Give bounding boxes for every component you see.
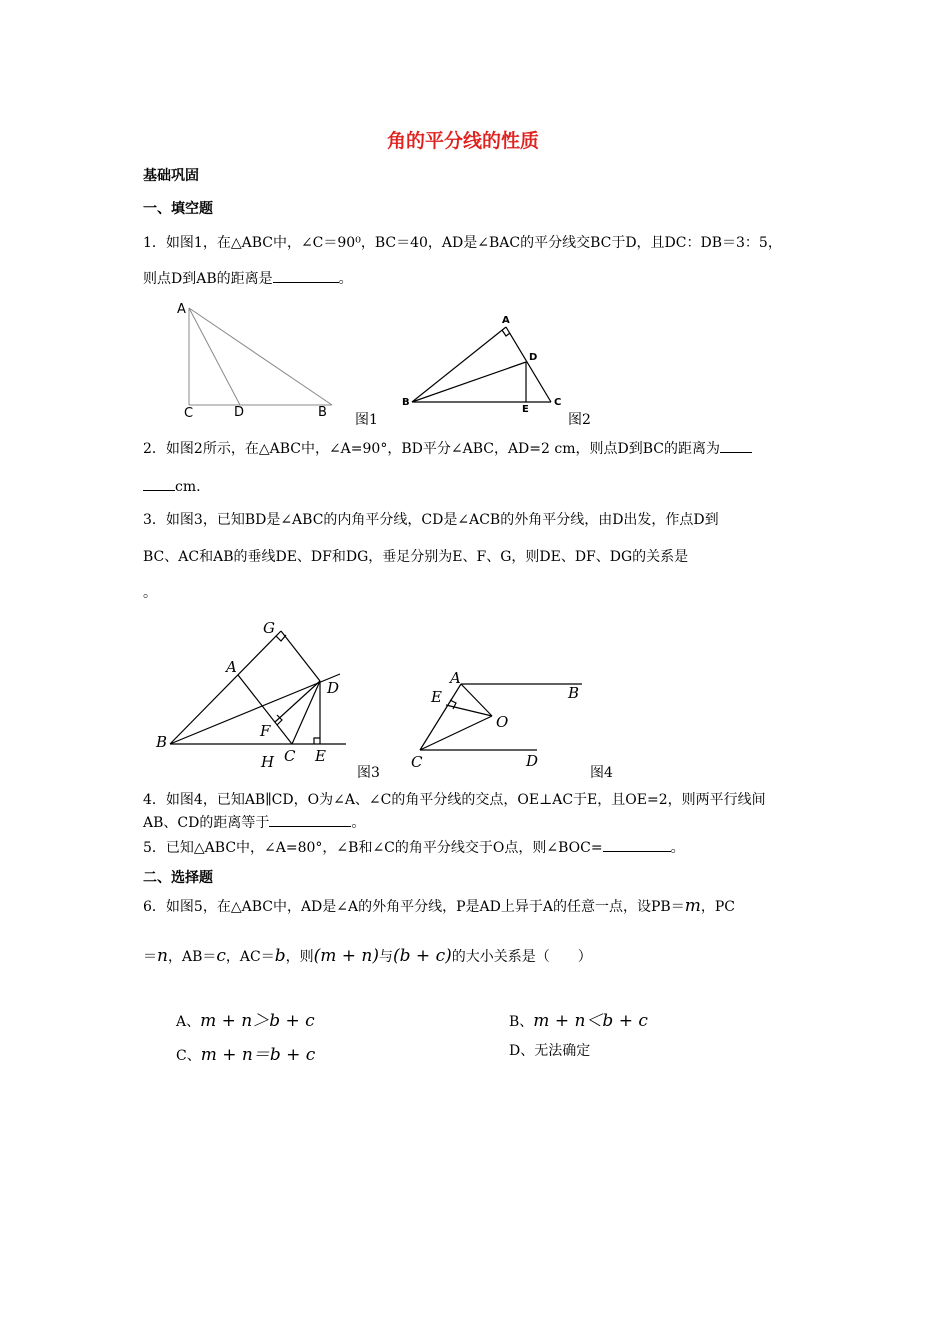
- question-4-line-2: [143, 812, 365, 832]
- fig3-label-c: C: [284, 747, 296, 765]
- answer-blank-1[interactable]: [273, 268, 339, 283]
- var-b: b: [274, 946, 286, 966]
- fig2-label-a: A: [502, 315, 510, 326]
- q6-yu: 与: [379, 949, 393, 965]
- fig3-right-angle-g: [276, 635, 286, 641]
- option-c-label: C、: [176, 1048, 201, 1064]
- fig2-label-b: B: [402, 397, 410, 408]
- fig4-line-oe: [446, 705, 492, 716]
- answer-blank-2b[interactable]: [143, 476, 175, 491]
- section-fill-blank: 一、填空题: [143, 201, 213, 217]
- fig2-label-d: D: [529, 352, 538, 363]
- figure-1: [170, 298, 370, 428]
- q6-eq: ＝: [143, 949, 157, 965]
- option-d-label: D、: [509, 1043, 535, 1059]
- question-1-prompt: 则点D到AB的距离是: [143, 271, 273, 287]
- option-a-expr: m + n＞b + c: [200, 1011, 315, 1031]
- fig3-label-g: G: [263, 619, 275, 637]
- fig3-label-b: B: [156, 733, 168, 751]
- section-basic: 基础巩固: [143, 168, 199, 184]
- fig2-label-e: E: [522, 404, 529, 415]
- figure-2-caption: 图2: [568, 412, 591, 428]
- question-4-end: 。: [351, 815, 366, 831]
- fig3-label-f: F: [260, 722, 271, 740]
- fig2-line-bd: [412, 362, 526, 402]
- fig3-label-a: A: [226, 658, 237, 676]
- question-4-prompt: AB、CD的距离等于: [143, 815, 270, 831]
- question-4-line-1: 4．如图4，已知AB∥CD，O为∠A、∠C的角平分线的交点，OE⊥AC于E，且OE=2，则两平行线间: [143, 792, 766, 808]
- question-3-line-3: 。: [143, 585, 157, 601]
- fig4-label-e: E: [431, 688, 442, 706]
- question-2-line-1: [143, 438, 752, 458]
- fig1-label-c: C: [184, 406, 194, 421]
- fig4-line-ao: [461, 684, 492, 716]
- question-3-line-1: 3．如图3，已知BD是∠ABC的内角平分线，CD是∠ACB的外角平分线，由D出发，作点D到: [143, 512, 719, 528]
- expr-b-plus-c: (b + c): [393, 946, 452, 966]
- question-2-line-2: [143, 476, 201, 495]
- option-d[interactable]: [509, 1040, 590, 1060]
- question-6-line-1: [143, 896, 735, 916]
- fig3-label-h: H: [261, 753, 275, 771]
- fig1-label-a: A: [177, 302, 186, 317]
- q6-tail: 的大小关系是（ ）: [451, 949, 592, 965]
- question-1-end: 。: [338, 271, 353, 287]
- fig2-line-ac: [506, 327, 551, 402]
- expr-m-plus-n: (m + n): [313, 946, 379, 966]
- option-c-expr: m + n＝b + c: [200, 1045, 316, 1065]
- q6-ac: ，AC＝: [225, 949, 275, 965]
- figure-3-caption: 图3: [357, 765, 380, 781]
- fig3-label-d: D: [327, 679, 340, 697]
- page-title: 角的平分线的性质: [387, 130, 540, 152]
- question-5-end: 。: [670, 840, 685, 856]
- option-a-label: A、: [176, 1014, 201, 1030]
- figure-1-caption: 图1: [355, 412, 378, 428]
- figure-3: [150, 616, 355, 771]
- fig3-line-dg: [281, 631, 320, 681]
- option-b[interactable]: [509, 1006, 648, 1031]
- fig2-line-ab: [412, 327, 506, 402]
- fig4-label-o: O: [496, 713, 509, 731]
- fig3-label-e: E: [315, 747, 326, 765]
- option-b-expr: m + n＜b + c: [533, 1011, 648, 1031]
- question-3-line-2: BC、AC和AB的垂线DE、DF和DG，垂足分别为E、F、G，则DE、DF、DG的关系是: [143, 549, 689, 565]
- fig1-label-d: D: [234, 405, 245, 420]
- fig3-line-df: [275, 681, 320, 722]
- question-6-text: 6．如图5，在△ABC中，AD是∠A的外角平分线，P是AD上异于A的任意一点，设PB＝: [143, 899, 685, 915]
- section-multiple-choice: 二、选择题: [143, 870, 213, 886]
- answer-blank-4[interactable]: [269, 812, 351, 827]
- question-2-unit: cm.: [175, 479, 201, 495]
- var-m: m: [684, 896, 701, 916]
- fig1-line-ab: [189, 308, 332, 405]
- question-1-line-2: [143, 268, 353, 288]
- fig3-line-bd: [170, 674, 340, 744]
- var-c: c: [216, 946, 226, 966]
- fig4-label-a: A: [450, 669, 461, 687]
- question-6-pc: ，PC: [700, 899, 735, 915]
- fig4-label-c: C: [411, 753, 423, 771]
- question-5-text: 5．已知△ABC中，∠A=80°，∠B和∠C的角平分线交于O点，则∠BOC=: [143, 840, 603, 856]
- answer-blank-5[interactable]: [603, 837, 671, 852]
- q6-ze: ，则: [285, 949, 314, 965]
- question-6-line-2: [143, 946, 592, 966]
- option-d-expr: 无法确定: [534, 1043, 591, 1059]
- option-c[interactable]: [176, 1040, 315, 1065]
- fig3-line-cd: [292, 681, 320, 744]
- fig4-label-b: B: [568, 684, 580, 702]
- option-b-label: B、: [509, 1014, 534, 1030]
- fig3-right-angle-e: [314, 738, 320, 744]
- fig2-label-c: C: [554, 397, 562, 408]
- var-n: n: [157, 946, 168, 966]
- question-2-text: 2．如图2所示，在△ABC中，∠A=90°，BD平分∠ABC，AD=2 cm，则点D到BC的距离为: [143, 441, 720, 457]
- option-a[interactable]: [176, 1006, 315, 1031]
- figure-2: [398, 312, 568, 417]
- question-1-line-1: 1．如图1，在△ABC中，∠C＝90⁰，BC＝40，AD是∠BAC的平分线交BC于D，且DC：DB＝3：5，: [143, 235, 782, 251]
- figure-4-caption: 图4: [590, 765, 613, 781]
- figure-4: [405, 668, 590, 773]
- fig1-line-ad: [189, 308, 240, 405]
- fig1-label-b: B: [318, 405, 327, 420]
- q6-ab: ，AB＝: [167, 949, 217, 965]
- fig4-label-d: D: [526, 752, 539, 770]
- question-5: [143, 837, 685, 857]
- answer-blank-2a[interactable]: [720, 438, 752, 453]
